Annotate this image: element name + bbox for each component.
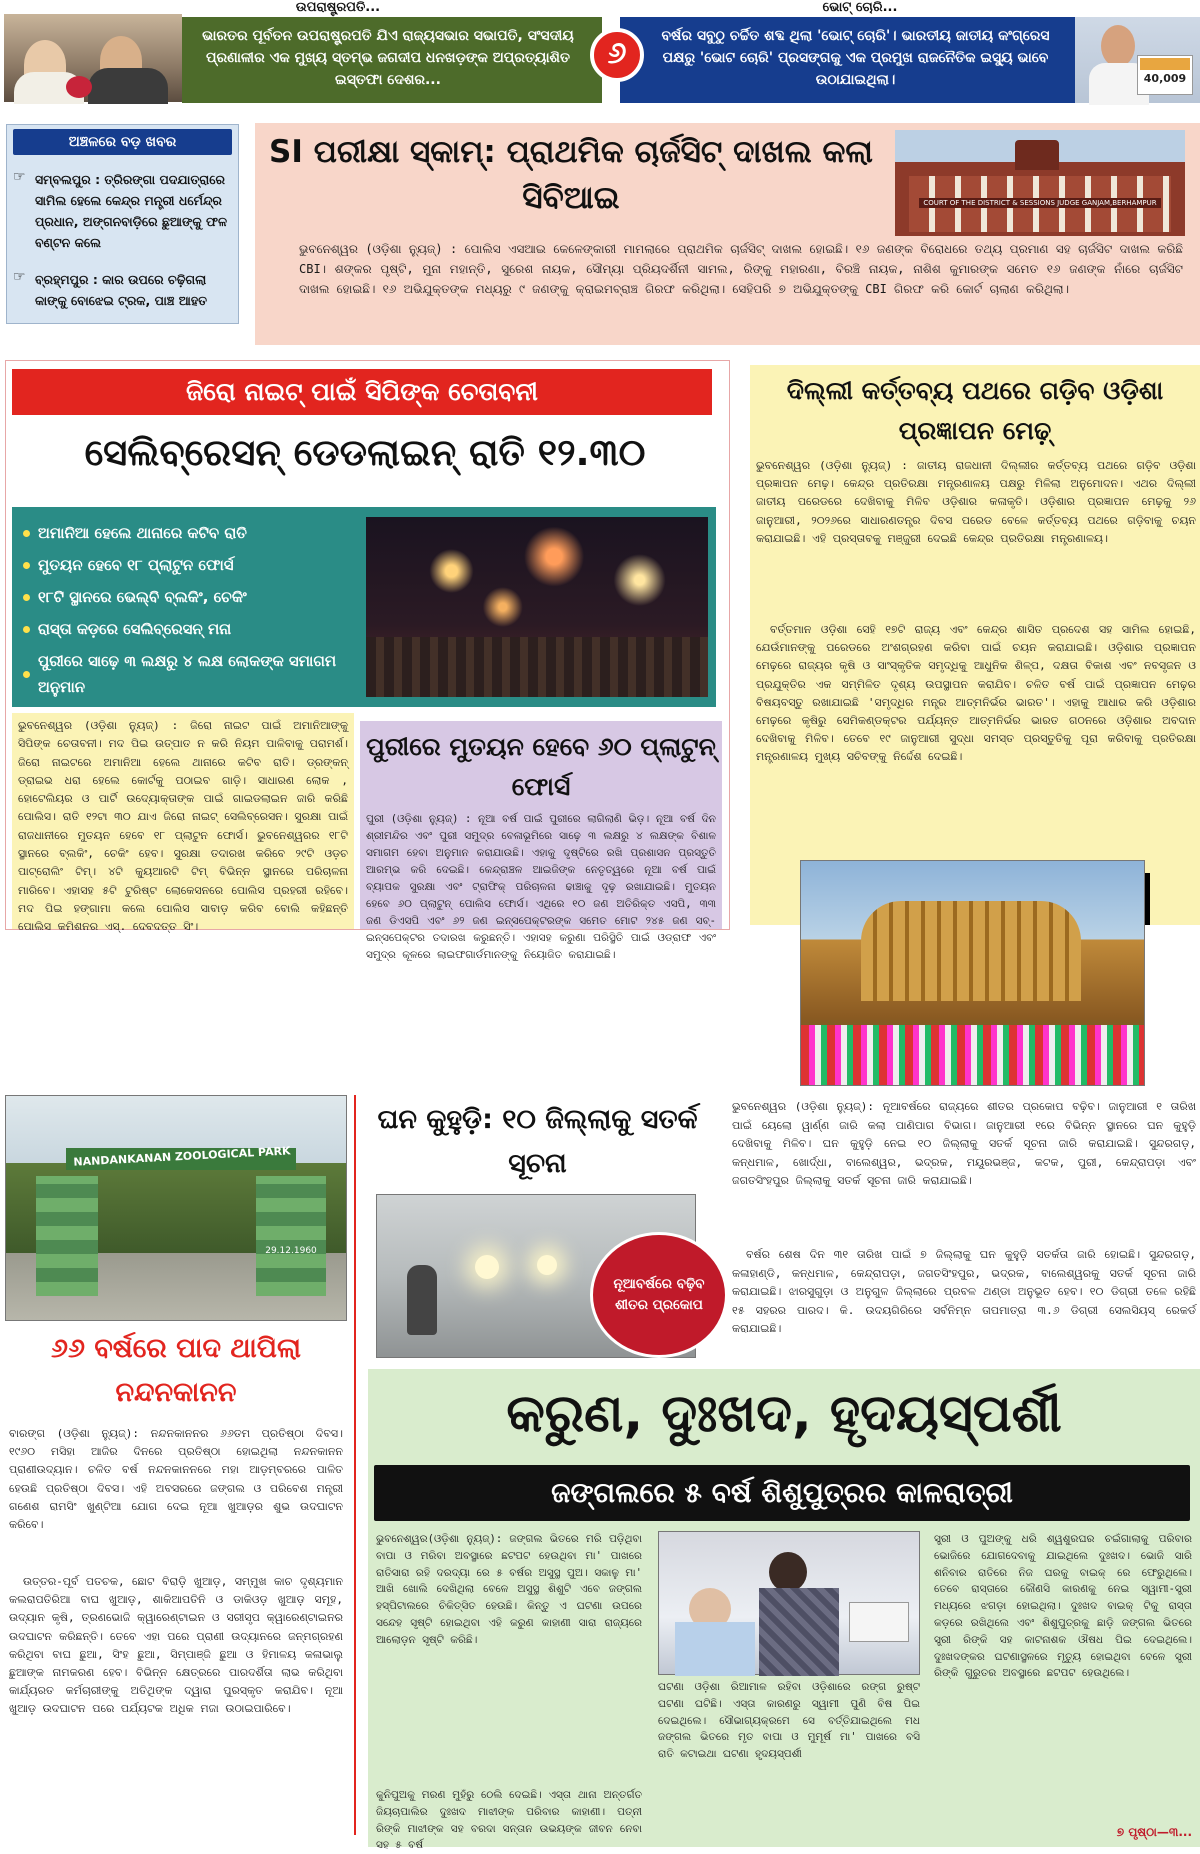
sidebar-item[interactable]: ☞ ସମ୍ବଲପୁର : ତ୍ରିରଙ୍ଗା ପଦଯାତ୍ରାରେ ସାମିଲ ହେଲେ କେନ୍ଦ୍ର ମନ୍ତ୍ରୀ ଧର୍ମେନ୍ଦ୍ର ପ୍ରଧାନ, ଅଙ୍ଗନବାଡ଼ିରେ ଛୁଆଙ୍କୁ ଫଳ ବଣ୍ଟନ କଲେ: [13, 169, 230, 253]
fog-body-1: ଭୁବନେଶ୍ୱର (ଓଡ଼ିଶା ନ୍ୟୁଜ୍): ନୂଆବର୍ଷରେ ରାଜ୍ୟରେ ଶୀତର ପ୍ରକୋପ ବଢ଼ିବ। ଜାନୁଆରୀ ୧ ତାରିଖ ପାଇଁ ୟେଲୋ ୱାର୍ଣ୍ଣ ଜାରି କଲା ପାଣିପାଗ ବିଭାଗ। ଜାନୁଆରୀ ୧ରେ ବିଭିନ୍ନ ସ୍ଥାନରେ ଘନ କୁହୁଡ଼ି ଦେଖିବାକୁ ମିଳିବ। ଘନ କୁହୁଡ଼ି ନେଇ ୧୦ ଜିଲ୍ଲାକୁ ସତର୍କ ସୂଚନା ଜାରି କରାଯାଇଛି। ସୁନ୍ଦରଗଡ଼, କନ୍ଧମାଳ, ଖୋର୍ଦ୍ଧା, ବାଲେଶ୍ୱର, ଭଦ୍ରକ, ମୟୂରଭଞ୍ଜ, କଟକ, ପୁରୀ, କେନ୍ଦ୍ରାପଡ଼ା ଏବଂ ଜଗତସିଂହପୁର ଜିଲ୍ଲାକୁ ସତର୍କ ସୂଚନା ଜାରି କରାଯାଇଛି।: [732, 1100, 1196, 1187]
court-photo: [895, 130, 1185, 236]
fog-body-2: ବର୍ଷର ଶେଷ ଦିନ ୩୧ ତାରିଖ ପାଇଁ ୭ ଜିଲ୍ଲାକୁ ଘନ କୁହୁଡ଼ି ସତର୍କତା ଜାରି ହୋଇଛି। ସୁନ୍ଦରଗଡ଼, କଳାହାଣ୍ଡି, କନ୍ଧମାଳ, କେନ୍ଦ୍ରାପଡ଼ା, ଜଗତସିଂହପୁର, ଭଦ୍ରକ, ବାଲେଶ୍ୱରକୁ ସତର୍କ ସୂଚନା ଜାରି କରାଯାଇଛି। ଝାରସୁଗୁଡ଼ା ଓ ଅନୁଗୁଳ ଜିଲ୍ଲାରେ ପ୍ରବଳ ଥଣ୍ଡା ଅନୁଭୂତ ହେବ। ୧୦ ଡିଗ୍ରୀ ତଳେ ରହିଛି ୧୫ ସହରର ପାରଦ। କି. ଉଦୟଗିରିରେ ସର୍ବନିମ୍ନ ତାପମାତ୍ରା ୩.୬ ଡିଗ୍ରୀ ସେଲସିୟସ୍ ରେକର୍ଡ କରାଯାଇଛି।: [732, 1248, 1196, 1335]
page-badge: [590, 28, 644, 82]
tragic-headline: କରୁଣ, ଦୁଃଖଦ, ହୃଦୟସ୍ପର୍ଶୀ: [506, 1384, 1062, 1444]
vote-summary-box: [620, 17, 1075, 103]
nandankanan-headline: ୬୬ ବର୍ଷରେ ପାଦ ଥାପିଲା ନନ୍ଦନକାନନ: [51, 1333, 301, 1408]
pointing-hand-icon: ☞: [13, 269, 26, 285]
zero-night-bullets-box: [12, 507, 716, 707]
continued-page-ref[interactable]: ୭ ପୃଷ୍ଠା—୩...: [1116, 1825, 1192, 1839]
sidebar-title: ଅଞ୍ଚଳରେ ବଡ଼ ଖବର: [13, 129, 232, 155]
puri-story: [360, 721, 722, 961]
pointing-hand-icon: ☞: [13, 169, 26, 185]
tragic-body-left: ଭୁବନେଶ୍ୱର(ଓଡ଼ିଶା ନ୍ୟୁଜ୍): ଜଙ୍ଗଲ ଭିତରେ ମରି ପଡ଼ିଥିବା ବାପା ଓ ମରିବା ଅବସ୍ଥାରେ ଛଟପଟ ହେଉଥିବା ମା' ପାଖରେ ରାତିସାରା ରହି ଦରଦ୍ୟା ରେ ୫ ବର୍ଷର ଅସୁସ୍ଥ ପୁଅ। ସକାଳୁ ମା' ଆଖି ଖୋଲି ଦେଖିଥିଲା ବେଳେ ଅସୁସ୍ଥ ଶିଶୁଟି ଏବେ ଜଙ୍ଗଲ ହସ୍ପିଟାଲରେ ଚିକିତ୍ସିତ ହେଉଛି। କିନ୍ତୁ ଏ ଘଟଣା ଉପରେ ସନ୍ଦେହ ସୃଷ୍ଟି ହୋଇଥିବା ଏହି କରୁଣ କାହାଣୀ ସାରା ରାଜ୍ୟରେ ଆଲୋଡ଼ନ ସୃଷ୍ଟି କରିଛି।: [376, 1533, 642, 1646]
bullet-item: ମୁତୟନ ହେବେ ୧୮ ପ୍ଲାଟୁନ ଫୋର୍ସ: [20, 549, 340, 581]
regional-news-sidebar: [6, 124, 239, 324]
delhi-body-2: ବର୍ତ୍ତମାନ ଓଡ଼ିଶା ସେହି ୧୭ଟି ରାଜ୍ୟ ଏବଂ କେନ୍ଦ୍ର ଶାସିତ ପ୍ରଦେଶ ସହ ସାମିଲ ହୋଇଛି, ଯେଉଁମାନଙ୍କୁ ପରେଡରେ ଅଂଶଗ୍ରହଣ କରିବା ପାଇଁ ଚୟନ କରାଯାଇଛି। ଓଡ଼ିଶାର ପ୍ରଜ୍ଞାପନ ମେଢ଼ରେ ରାଜ୍ୟର କୃଷି ଓ ସାଂସ୍କୃତିକ ସମୃଦ୍ଧିକୁ ଆଧୁନିକ ଶିଳ୍ପ, ଦକ୍ଷତା ବିକାଶ ଏବଂ ନବସୃଜନ ଓ ପ୍ରଯୁକ୍ତିର ଏକ ସମ୍ମିଳିତ ଦୃଶ୍ୟ ଉପସ୍ଥାପନ କରାଯିବ। ଚଳିତ ବର୍ଷ ପାଇଁ ପ୍ରଜ୍ଞାପନ ମେଢ଼ର ବିଷୟବସ୍ତୁ ରଖାଯାଇଛି 'ସମୃଦ୍ଧିର ମନ୍ତ୍ର ଆତ୍ମନିର୍ଭର ଭାରତ'। ଏହାକୁ ଆଧାର କରି ଓଡ଼ିଶାର ମେଢ଼ରେ କୃଷିରୁ ସେମିକଣ୍ଡକ୍ଟର ପର୍ଯ୍ୟନ୍ତ ଆତ୍ମନିର୍ଭର ଭାରତ ଗଠନରେ ଓଡ଼ିଶାର ଅବଦାନ ଦେଖିବାକୁ ମିଳିବ। ତେବେ ୧୯ ଜାନୁଆରୀ ସୁଦ୍ଧା ସମସ୍ତ ପ୍ରସ୍ତୁତିକୁ ପୂରା କରିବାକୁ ପ୍ରତିରକ୍ଷା ମନ୍ତ୍ରଣାଳୟ ମୁଖ୍ୟ ସଚିବଙ୍କୁ ନିର୍ଦ୍ଦେଶ ଦେଇଛି।: [756, 623, 1196, 764]
delhi-body-1: ଭୁବନେଶ୍ୱର (ଓଡ଼ିଶା ନ୍ୟୁଜ୍) : ଜାତୀୟ ରାଜଧାନୀ ଦିଲ୍ଲୀର କର୍ତ୍ତବ୍ୟ ପଥରେ ଗଡ଼ିବ ଓଡ଼ିଶା ପ୍ରଜ୍ଞାପନ ମେଢ଼। କେନ୍ଦ୍ର ପ୍ରତିରକ୍ଷା ମନ୍ତ୍ରଣାଳୟ ପକ୍ଷରୁ ମିଳିଲା ଅନୁମୋଦନ। ଏଥର ଦିଲ୍ଲୀ ଜାତୀୟ ପରେଡରେ ଦେଖିବାକୁ ମିଳିବ ଓଡ଼ିଶାର କଳାକୃତି। ଓଡ଼ିଶାର ପ୍ରଜ୍ଞାପନ ମେଢ଼କୁ ୨୬ ଜାନୁଆରୀ, ୨୦୨୬ରେ ସାଧାରଣତନ୍ତ୍ର ଦିବସ ପରେଡ ବେଳେ କର୍ତ୍ତବ୍ୟ ପଥରେ ଗଡ଼ିବାକୁ ଚୟନ କରାଯାଇଛି। ଏହି ପ୍ରସ୍ତାବକୁ ମଞ୍ଜୁରୀ ଦେଇଛି କେନ୍ଦ୍ର ପ୍ରତିରକ୍ଷା ମନ୍ତ୍ରଣାଳୟ।: [756, 459, 1196, 545]
tragic-body-right: ସ୍ତ୍ରୀ ଓ ପୁଅଙ୍କୁ ଧରି ଶ୍ୱଶୁରଘର ଚଇଁଗାଲାକୁ ପରିବାର ଭୋଜିରେ ଯୋଗଦେବାକୁ ଯାଇଥିଲେ ଦୁଃଖଦ। ଭୋଜି ସାରି ଶନିବାର ରାତିରେ ନିଜ ଘରକୁ ବାଇକ୍ ରେ ଫେରୁଥିଲେ। ତେବେ ରାସ୍ତାରେ କୌଣସି କାରଣକୁ ନେଇ ସ୍ୱାମୀ-ସ୍ତ୍ରୀ ମଧ୍ୟରେ ଝଗଡ଼ା ହୋଇଥିଲା। ଦୁଃଖଦ ବାଇକ୍ ଟିକୁ ରାସ୍ତା କଡ଼ରେ ରଖିଥିଲେ ଏବଂ ଶିଶୁପୁତ୍ରକୁ ଛାଡ଼ି ଜଙ୍ଗଲ ଭିତରେ ସ୍ତ୍ରୀ ରିଙ୍କି ସହ କାଟନାଶକ ଔଷଧ ପିଇ ଦେଇଥିଲେ। ଦୁଃଖଦଙ୍କର ଘଟଣାସ୍ଥଳରେ ମୃତ୍ୟୁ ହୋଇଥିବା ବେଳେ ସ୍ତ୍ରୀ ରିଙ୍କି ଗୁରୁତର ଅବସ୍ଥାରେ ଛଟପଟ ହେଉଥିଲେ।: [934, 1533, 1192, 1680]
vp-summary-box: [182, 17, 602, 103]
zoo-gate-photo: [5, 1095, 347, 1321]
tragic-body-bottom: କୁନିପୁଅକୁ ମରଣ ମୁହଁରୁ ଠେଲି ଦେଇଛି। ଏସ୍ତା ଥାନା ଅନ୍ତର୍ଗତ ଜିୟଚାପାଲିର ଦୁଃଖଦ ମାଝୀଙ୍କ ପରିବାର କାହାଣୀ। ପତ୍ନୀ ରିଙ୍କି ମାଝୀଙ୍କ ସହ ବରଦା ସନ୍ତାନ ଉଭୟଙ୍କ ଜୀବନ ନେବା ସହ ୫ ବର୍ଷ: [376, 1789, 642, 1852]
zero-night-body-box: [12, 713, 354, 934]
zero-night-headline: ସେଲିବ୍ରେସନ୍ ଡେଡଲାଇନ୍ ରାତି ୧୨.୩୦: [84, 431, 646, 474]
vote-placard: 40,009: [1137, 55, 1193, 95]
fireworks-photo: [366, 517, 708, 697]
vote-kicker: ଭୋଟ୍ ଚୋରି...: [822, 0, 898, 15]
puri-body: ପୁରୀ (ଓଡ଼ିଶା ନ୍ୟୁଜ୍) : ନୂଆ ବର୍ଷ ପାଇଁ ପୁରୀରେ ଲାଗିଲାଣି ଭିଡ଼। ନୂଆ ବର୍ଷ ଦିନ ଶ୍ରୀମନ୍ଦିର ଏବଂ ପୁରୀ ସମୁଦ୍ର ବେଳାଭୂମିରେ ସାଢ଼େ ୩ ଲକ୍ଷରୁ ୪ ଲକ୍ଷଙ୍କ ବିଶାଳ ସମାଗମ ହେବା ଅନୁମାନ କରାଯାଉଛି। ଏହାକୁ ଦୃଷ୍ଟିରେ ରଖି ପ୍ରଶାସନ ପ୍ରସ୍ତୁତି ଆରମ୍ଭ କରି ଦେଇଛି। କେନ୍ଦ୍ରାଞ୍ଚଳ ଆଇଜିଙ୍କ ନେତୃତ୍ୱରେ ନୂଆ ବର୍ଷ ପାଇଁ ବ୍ୟାପକ ସୁରକ୍ଷା ଏବଂ ଟ୍ରାଫିକ୍ ପରିଚାଳନା ଢାଞ୍ଚାକୁ ଦୃଢ଼ ରଖାଯାଇଛି। ମୁତୟନ ହେବେ ୬୦ ପ୍ଲାଟୁନ୍ ପୋଲିସ ଫୋର୍ସ। ଏଥିରେ ୧୦ ଜଣ ଅତିରିକ୍ତ ଏସପି, ୩୩ ଜଣ ଡିଏସପି ଏବଂ ୬୨ ଜଣ ଇନ୍ସପେକ୍ଟରଙ୍କ ସମେତ ମୋଟ ୨୪୫ ଜଣ ସବ୍-ଇନ୍ସପେକ୍ଟର ତଦାରଖ କରୁଛନ୍ତି। ଏହାସହ କରୁଣା ପରିସ୍ଥିତି ପାଇଁ ଓଡ୍ରାଫ ଏବଂ ସମୁଦ୍ର କୂଳରେ ଲାଇଫଗାର୍ଡମାନଙ୍କୁ ନିୟୋଜିତ କରାଯାଇଛି।: [366, 813, 716, 961]
rahul-photo: [1075, 17, 1200, 103]
si-exam-story: [255, 123, 1200, 345]
vp-summary: ଭାରତର ପୂର୍ବତନ ଉପରାଷ୍ଟ୍ରପତି ଯିଏ ରାଜ୍ୟସଭାର ସଭାପତି, ସଂସଦୀୟ ପ୍ରଣାଳୀର ଏକ ମୁଖ୍ୟ ସ୍ତମ୍ଭ ଜଗଦୀପ ଧନଖଡ଼ଙ୍କ ଅପ୍ରତ୍ୟାଶିତ ଇସ୍ତଫା ଦେଶର...: [202, 28, 574, 88]
sidebar-item[interactable]: ☞ ବ୍ରହ୍ମପୁର : କାର ଉପରେ ଚଢ଼ିଗଲା କାଙ୍କୁ ବୋଝେଇ ଟ୍ରକ, ପାଞ୍ଚ ଆହତ: [13, 269, 230, 311]
zoo-gate-sign: NANDANKANAN ZOOLOGICAL PARK: [73, 1144, 291, 1169]
column-divider: [354, 1095, 356, 1835]
nandankanan-body-1: ବାରଙ୍ଗ (ଓଡ଼ିଶା ନ୍ୟୁଜ୍): ନନ୍ଦନକାନନର ୬୬ତମ ପ୍ରତିଷ୍ଠା ଦିବସ। ୧୯୬୦ ମସିହା ଆଜିର ଦିନରେ ପ୍ରତିଷ୍ଠା ହୋଇଥିଲା ନନ୍ଦନକାନନ ପ୍ରାଣୀଉଦ୍ୟାନ। ଚଳିତ ବର୍ଷ ନନ୍ଦନକାନନରେ ମହା ଆଡ଼ମ୍ବରରେ ପାଳିତ ହେଉଛି ପ୍ରତିଷ୍ଠା ଦିବସ। ଏହି ଅବସରରେ ଜଙ୍ଗଲ ଓ ପରିବେଶ ମନ୍ତ୍ରୀ ଗଣେଶ ରାମସିଂ ଖୁଣ୍ଟିଆ ଯୋଗ ଦେଇ ନୂଆ ଖୁଆଡ଼ର ଶୁଭ ଉଦଘାଟନ କରିବେ।: [9, 1427, 343, 1532]
page-badge-number: ୬: [607, 36, 627, 71]
bullet-item: ଅମାନିଆ ହେଲେ ଥାନାରେ କଟିବ ରାତି: [20, 517, 340, 549]
tragic-story: [368, 1369, 1200, 1852]
tragic-body-mid: ଘଟଣା ଓଡ଼ିଶା ରିଆମାଳ ରହିବା ଓଡ଼ିଶାରେ ରଙ୍ଗ ରୁଷ୍ଟ ଘଟଣା ଘଟିଛି। ଏସ୍ତା କାରଣରୁ ସ୍ୱାମୀ ପୁଣି ବିଷ ପିଇ ଦେଇଥିଲେ। ସୌଭାଗ୍ୟକ୍ରମେ ସେ ବର୍ତ୍ତିଯାଇଥିଲେ ମଧ ଜଙ୍ଗଲ ଭିତରେ ମୃତ ବାପା ଓ ମୁମୂର୍ଷ ମା' ପାଖରେ ବସି ରାତି କଟାଇଥା ଘଟଣା ହୃଦୟସ୍ପର୍ଶୀ: [658, 1681, 920, 1761]
zero-night-body: ଭୁବନେଶ୍ୱର (ଓଡ଼ିଶା ନ୍ୟୁଜ୍) : ଜିରୋ ନାଇଟ ପାଇଁ ଅମାନିଆଙ୍କୁ ସିପିଙ୍କ ଚେତାବନୀ। ମଦ ପିଇ ଉତ୍ପାତ ନ କରି ନିୟମ ପାଳିବାକୁ ପରାମର୍ଶ। ଜିରୋ ନାଇଟରେ ଅମାନିଆ ହେଲେ ଥାନାରେ କଟିବ ରାତି। ଡ୍ରଙ୍କନ୍ ଡ୍ରାଇଭ ଧରା ହେଲେ କୋର୍ଟକୁ ପଠାଇବ ଗାଡ଼ି। ସାଧାରଣ ଲୋକ , ହୋଟେଲିୟର ଓ ପାର୍ଟି ଉଦ୍ୟୋକ୍ତାଙ୍କ ପାଇଁ ଗାଇଡଲାଇନ ଜାରି କରିଛି ପୋଲିସ। ରାତି ୧୨ଟା ୩୦ ଯାଏ ଜିରୋ ନାଇଟ୍ ସେଲିବ୍ରେସନ। ସୁରକ୍ଷା ପାଇଁ ରାଜଧାନୀରେ ମୁତୟନ ହେବେ ୧୮ ପ୍ଲାଟୁନ ଫୋର୍ସ। ଭୁବନେଶ୍ୱରର ୧୮ଟି ସ୍ଥାନରେ ବ୍ଲକିଂ, ଚେକିଂ ହେବ। ସୁରକ୍ଷା ତଦାରଖ କରିବେ ୨୯ଟି ଓଡ଼ଚ ପାଟ୍ରୋଲିଂ ଟିମ୍। ୪ଟି କ୍ୟୁଆରଟି ଟିମ୍ ବିଭିନ୍ନ ସ୍ଥାନରେ ପରିଚାଳନା ମାରିବେ। ଏହାସହ ୫ଟି ଟୁରିଷ୍ଟ ଲୋକେସନରେ ପୋଲିସ ପ୍ରହରୀ ରହିବେ। ମଦ ପିଇ ହଙ୍ଗାମା କଲେ ପୋଲିସ ସାବାଡ଼ କରିବ ବୋଲି କହିଛନ୍ତି ପୋଲିସ କମିଶନର ଏସ୍. ଦେବଦତ୍ତ ସିଂ।: [18, 719, 348, 934]
vp-photo: [4, 14, 182, 102]
nandankanan-story: [5, 1095, 347, 1847]
court-sign: COURT OF THE DISTRICT & SESSIONS JUDGE GANJAM,BERHAMPUR: [919, 198, 1161, 208]
zero-night-story: [5, 360, 730, 961]
vote-summary: ବର୍ଷର ସବୁଠୁ ଚର୍ଚ୍ଚିତ ଶବ୍ଦ ଥିଲା 'ଭୋଟ୍ ଚୋରି'। ଭାରତୀୟ ଜାତୀୟ କଂଗ୍ରେସ ପକ୍ଷରୁ 'ଭୋଟ ଚୋରି' ପ୍ରସଙ୍ଗକୁ ଏକ ପ୍ରମୁଖ ରାଜନୈତିକ ଇସ୍ୟୁ ଭାବେ ଉଠାଯାଇଥିଲା।: [661, 28, 1050, 88]
bullet-item: ୧୮ଟି ସ୍ଥାନରେ ଭେଲ୍ବି ବ୍ଲକିଂ, ଚେକିଂ: [20, 581, 340, 613]
tragic-subhead: ଜଙ୍ଗଲରେ ୫ ବର୍ଷ ଶିଶୁପୁତ୍ରର କାଳରାତ୍ରୀ: [374, 1465, 1190, 1521]
delhi-story: [750, 365, 1200, 925]
zoo-gate-date: 29.12.1960: [265, 1246, 317, 1256]
fog-headline: ଘନ କୁହୁଡ଼ି: ୧୦ ଜିଲ୍ଲାକୁ ସତର୍କ ସୂଚନା: [377, 1104, 698, 1179]
fog-story: [370, 1098, 1200, 1360]
nandankanan-body-2: ଉତ୍ତର-ପୂର୍ବ ପତଚକ, ଛୋଟ ବିରାଡ଼ି ଖୁଆଡ଼, ସମ୍ମୁଖ କାଚ ଦୃଶ୍ୟମାନ କଲରାପତିରିଆ ବାଘ ଖୁଆଡ଼, ଶାକିଆପତିନି ଓ ଡାକିଓଡ଼ ଖୁଆଡ଼ ସମୂହ, ଉଦ୍ୟାନ କୃଷି, ତ୍ରଣଭୋଜି କ୍ୱାରେଣ୍ଟାଇନ ଓ ସରୀସୃପ କ୍ୱାରେଣ୍ଟାଇନର ଉଦଘାଟନ କରିଛନ୍ତି। ତେବେ ଏହା ପରେ ପ୍ରାଣୀ ଉଦ୍ୟାନରେ ଜନ୍ମଗ୍ରହଣ କରିଥିବା ବାଘ ଛୁଆ, ସିଂହ ଛୁଆ, ସିମ୍ପାଞ୍ଜି ଛୁଆ ଓ ହିମାଳୟ କଳାଭାଲୁ ଛୁଆଙ୍କ ନାମକରଣ ହେବ। ବିଭିନ୍ନ କ୍ଷେତ୍ରରେ ପାରଦର୍ଶିତା ଲାଭ କରିଥିବା କାର୍ଯ୍ୟରତ କର୍ମଚାରୀଙ୍କୁ ଅତିଥିଙ୍କ ଦ୍ୱାରା ପୁରସ୍କୃତ କରାଯିବ। ନୂଆ ଖୁଆଡ଼ ଉଦଘାଟନ ପରେ ପର୍ଯ୍ୟଟକ ଅଧିକ ମଜା ଉଠାଇପାରିବେ।: [9, 1575, 343, 1716]
fog-badge: ନୂଆବର୍ଷରେ ବଢ଼ିବ ଶୀତର ପ୍ରକୋପ: [590, 1232, 728, 1358]
delhi-headline: ଦିଲ୍ଲୀ କର୍ତ୍ତବ୍ୟ ପଥରେ ଗଡ଼ିବ ଓଡ଼ିଶା ପ୍ରଜ୍ଞାପନ ମେଢ଼୍: [786, 376, 1164, 445]
si-headline: SI ପରୀକ୍ଷା ସ୍କାମ୍: ପ୍ରାଥମିକ ଚାର୍ଜସିଟ୍ ଦାଖଲ କଲା ସିବିଆଇ: [269, 134, 873, 216]
top-banner: [0, 0, 1200, 107]
si-body: ଭୁବନେଶ୍ୱର (ଓଡ଼ିଶା ନ୍ୟୁଜ୍) : ପୋଲିସ ଏସଆଇ କେଳେଙ୍କାରୀ ମାମଲାରେ ପ୍ରାଥମିକ ଚାର୍ଜସିଟ୍ ଦାଖଲ ହୋଇଛି। ୧୬ ଜଣଙ୍କ ବିରୋଧରେ ତଥ୍ୟ ପ୍ରମାଣ ସହ ଚାର୍ଜସିଟ ଦାଖଲ କରିଛି CBI। ଶଙ୍କର ପୃଷ୍ଟି, ମୁନା ମହାନ୍ତି, ସୁରେଶ ନାୟକ, ସୌମ୍ୟା ପ୍ରିୟଦର୍ଶିନୀ ସାମଲ, ରିଙ୍କୁ ମହାରଣା, ବିରଞ୍ଚି ନାୟକ, ନାଶିଶ କୁମାରଙ୍କ ସମେତ ୧୬ ଜଣଙ୍କ ନାଁରେ ଚାର୍ଜସିଟ ଦାଖଲ ହୋଇଛି। ୧୬ ଅଭିଯୁକ୍ତଙ୍କ ମଧ୍ୟରୁ ୯ ଜଣଙ୍କୁ କ୍ରାଇମବ୍ରାଞ୍ଚ ଗିରଫ କରିଥିଲା। ସେହିପରି ୭ ଅଭିଯୁକ୍ତଙ୍କୁ CBI ଗିରଫ କରି କୋର୍ଟ ଚାଲାଣ କରିଥିଲା।: [299, 242, 1183, 296]
bullet-item: ପୁରୀରେ ସାଢ଼େ ୩ ଲକ୍ଷରୁ ୪ ଲକ୍ଷ ଲୋକଙ୍କ ସମାଗମ ଅନୁମାନ: [20, 648, 340, 700]
bullet-item: ରାସ୍ତା କଡ଼ରେ ସେଲିବ୍ରେସନ୍ ମନା: [20, 613, 340, 645]
vp-kicker: ଉପରାଷ୍ଟ୍ରପତି...: [295, 0, 381, 15]
child-hospital-photo: [658, 1531, 920, 1675]
tableau-photo: [800, 860, 1145, 1086]
zero-night-kicker: ଜିରୋ ନାଇଟ୍ ପାଇଁ ସିପିଙ୍କ ଚେତାବନୀ: [12, 369, 712, 415]
puri-headline: ପୁରୀରେ ମୁତୟନ ହେବେ ୬୦ ପ୍ଲାଟୁନ୍ ଫୋର୍ସ: [366, 732, 716, 801]
